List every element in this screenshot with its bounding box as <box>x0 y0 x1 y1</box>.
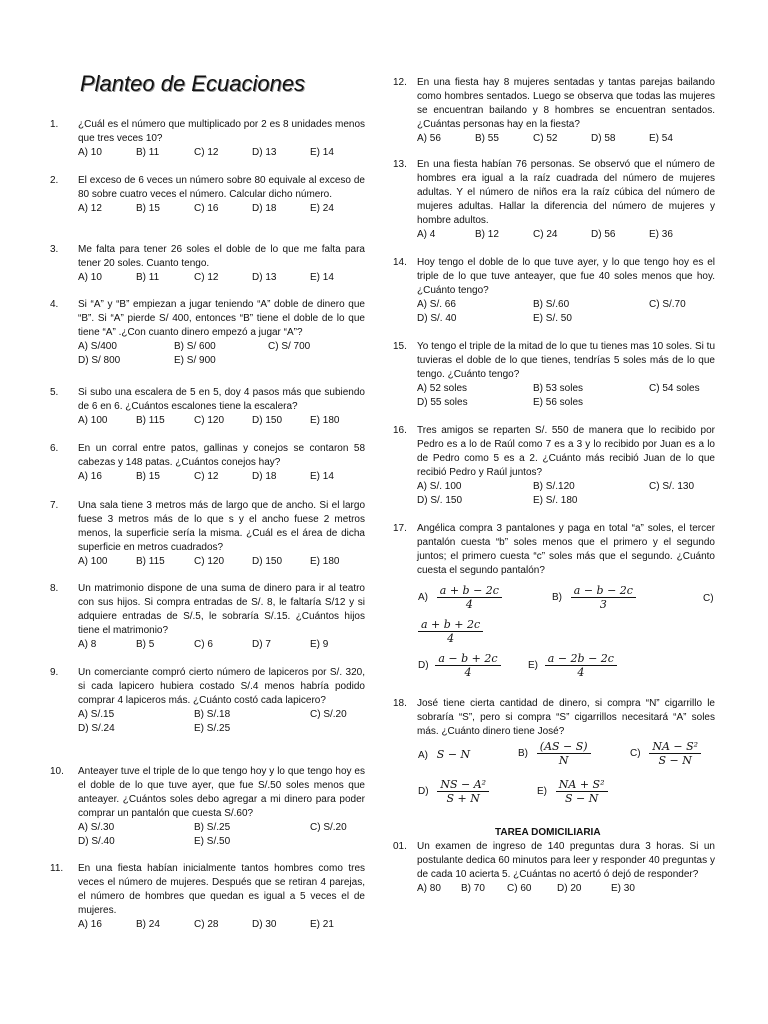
numerator: a + b + 2c <box>418 618 483 632</box>
option-label: B) <box>518 748 528 760</box>
option-c: C) 28 <box>194 919 219 930</box>
denominator: 4 <box>465 598 473 611</box>
option-a: A) S/. 100 <box>417 481 462 492</box>
q18-option-e <box>537 778 608 805</box>
fraction <box>545 652 617 679</box>
q17-option-e <box>528 652 617 679</box>
option-a: A) 12 <box>78 203 102 214</box>
option-a: A) S/. 66 <box>417 299 456 310</box>
option-d: D) 150 <box>252 556 283 567</box>
question-2 <box>50 174 365 216</box>
option-a: A) 56 <box>417 133 441 144</box>
option-a: A) 16 <box>78 919 102 930</box>
question-number: 12. <box>393 77 407 88</box>
option-e: E) 14 <box>310 272 334 283</box>
option-a: A) S/400 <box>78 341 117 352</box>
question-number: 15. <box>393 341 407 352</box>
q17-option-c-label: C) <box>703 593 714 604</box>
denominator: 3 <box>599 598 607 611</box>
question-number: 16. <box>393 425 407 436</box>
denominator: 4 <box>577 666 585 679</box>
q18-option-a <box>418 748 470 763</box>
question-text: Si subo una escalera de 5 en 5, doy 4 pasos más que subiendo de 6 en 6. ¿Cuántos escalones tiene la escalera? <box>78 387 365 412</box>
option-a: A) 100 <box>78 556 108 567</box>
option-d: D) S/.40 <box>78 836 115 847</box>
question-5 <box>50 386 365 428</box>
option-c: C) 24 <box>533 229 558 240</box>
option-e: E) 9 <box>310 639 329 650</box>
fraction <box>649 740 701 767</box>
question-11 <box>50 862 365 932</box>
option-b: B) S/.60 <box>533 299 570 310</box>
question-9 <box>50 666 365 736</box>
question-number: 01. <box>393 841 407 852</box>
question-13 <box>393 158 715 242</box>
option-d: D) 13 <box>252 272 277 283</box>
option-b: B) 70 <box>461 883 485 894</box>
option-d: D) 150 <box>252 415 283 426</box>
option-c: C) 12 <box>194 147 219 158</box>
question-text: En una fiesta habían 76 personas. Se observó que el número de hombres era igual a la raíz cuadrada del número de mujeres adultas. Y el número de niños era la raíz cúbica del número de mujeres adultas. Hallar la diferencia del número de mujeres y hombre adultos. <box>417 159 715 226</box>
option-label: A) <box>418 592 428 604</box>
question-15 <box>393 340 715 410</box>
option-b: B) S/.25 <box>194 822 231 833</box>
q17-option-c <box>418 618 483 645</box>
option-d: D) S/. 150 <box>417 495 463 506</box>
option-d: D) 58 <box>591 133 616 144</box>
question-text: Tres amigos se reparten S/. 550 de manera que lo recibido por Pedro es a lo de Raúl como 7 es a 3 y lo recibido por Juan es a lo de Pedro como 5 es a 2. ¿Cuánto más recibió Juan de lo que recibió Pedro y Raúl juntos? <box>417 425 715 478</box>
option-e: E) 14 <box>310 147 334 158</box>
numerator: NS − A² <box>437 778 489 792</box>
option-d: D) 18 <box>252 471 277 482</box>
option-b: B) 115 <box>136 415 165 426</box>
fraction <box>418 618 483 645</box>
option-d: D) 56 <box>591 229 616 240</box>
denominator: S − N <box>658 754 692 767</box>
question-3 <box>50 243 365 285</box>
option-b: B) 11 <box>136 272 160 283</box>
question-text: Una sala tiene 3 metros más de largo que de ancho. Si el largo fuese 3 metros más de lo que s y el ancho fuese 2 metros menos, la superficie sería la misma. ¿Cuál es el área de dicha superficie en metros cuadrados? <box>78 500 365 553</box>
option-a: A) 10 <box>78 272 102 283</box>
question-6 <box>50 442 365 484</box>
q18-option-c <box>630 740 701 767</box>
option-label: E) <box>528 660 538 672</box>
question-text: ¿Cuál es el número que multiplicado por 2 es 8 unidades menos que tres veces 10? <box>78 119 365 144</box>
option-b: B) 15 <box>136 471 160 482</box>
option-d: D) S/.24 <box>78 723 115 734</box>
q18-option-b <box>518 740 591 767</box>
option-b: B) S/.120 <box>533 481 575 492</box>
question-text: En una fiesta hay 8 mujeres sentadas y tantas parejas bailando como hombres sentados. Luego se observa que todas las mujeres se encuentran bailando y 8 hombres se encuentran sentados. ¿Cuántas personas hay en la fiesta? <box>417 77 715 130</box>
option-a: A) 8 <box>78 639 97 650</box>
option-c: C) S/.20 <box>310 709 347 720</box>
q18-option-d <box>418 778 489 805</box>
option-c: C) S/.70 <box>649 299 686 310</box>
question-text: Angélica compra 3 pantalones y paga en total “a” soles, el tercer pantalón cuesta “b” soles menos que el primero y el segundo juntos; el primero cuesta “c” soles más que el segundo. ¿Cuánto cuesta el segundo pantalón? <box>417 523 715 576</box>
question-text: Anteayer tuve el triple de lo que tengo hoy y lo que tengo hoy es el doble de lo que tuve ayer, que fue S/.50 soles menos que anteayer. ¿Cuántos soles debo agregar a mi dinero para poder comprar un pantalón que cuesta S/.60? <box>78 766 365 819</box>
denominator: S + N <box>446 792 480 805</box>
option-e: E) 14 <box>310 471 334 482</box>
fraction <box>571 584 636 611</box>
question-text: En un corral entre patos, gallinas y conejos se contaron 58 cabezas y 148 patas. ¿Cuántos conejos hay? <box>78 443 365 468</box>
option-c: C) 54 soles <box>649 383 700 394</box>
option-d: D) 7 <box>252 639 271 650</box>
option-b: B) 55 <box>475 133 499 144</box>
option-a: A) 16 <box>78 471 102 482</box>
option-d: D) 20 <box>557 883 582 894</box>
question-10 <box>50 765 365 849</box>
question-number: 17. <box>393 523 407 534</box>
question-text: El exceso de 6 veces un número sobre 80 equivale al exceso de 80 sobre cuatro veces el número. Calcular dicho número. <box>78 175 365 200</box>
option-c: C) S/. 130 <box>649 481 695 492</box>
option-e: E) 30 <box>611 883 635 894</box>
option-label: A) <box>418 750 428 761</box>
question-number: 7. <box>50 500 59 511</box>
option-b: B) 12 <box>475 229 499 240</box>
option-c: C) 120 <box>194 556 225 567</box>
question-12 <box>393 76 715 146</box>
question-16 <box>393 424 715 508</box>
question-number: 5. <box>50 387 59 398</box>
denominator: S − N <box>564 792 599 805</box>
option-e: E) 21 <box>310 919 334 930</box>
question-number: 1. <box>50 119 59 130</box>
option-c: C) 12 <box>194 471 219 482</box>
option-c: C) 12 <box>194 272 219 283</box>
option-b: B) 115 <box>136 556 165 567</box>
option-label: C) <box>630 748 641 760</box>
option-b: B) S/.18 <box>194 709 231 720</box>
option-b: B) 24 <box>136 919 160 930</box>
option-b: B) 53 soles <box>533 383 584 394</box>
option-d: D) 18 <box>252 203 277 214</box>
question-18 <box>393 697 715 739</box>
question-text: Un examen de ingreso de 140 preguntas dura 3 horas. Si un postulante dedica 60 minutos para leer y responder 40 preguntas y de cada 10 acierta 5. ¿Cuántas no acertó ó dejó de responder? <box>417 841 715 880</box>
option-e: E) 24 <box>310 203 334 214</box>
option-label: D) <box>418 660 429 672</box>
option-a: A) 4 <box>417 229 436 240</box>
question-number: 4. <box>50 299 59 310</box>
question-number: 8. <box>50 583 59 594</box>
q17-option-a <box>418 584 502 611</box>
homework-question-1 <box>393 840 715 896</box>
denominator: N <box>558 754 569 767</box>
option-e: E) S/.50 <box>194 836 231 847</box>
question-number: 9. <box>50 667 59 678</box>
question-text: Si “A” y “B” empiezan a jugar teniendo “A” doble de dinero que “B”. Si “A” pierde S/ 400, entonces “B” tiene el doble de lo que tiene “A” .¿Con cuanto dinero empezó a jugar “A”? <box>78 299 365 338</box>
homework-title: TAREA DOMICILIARIA <box>495 827 601 838</box>
option-label: E) <box>537 786 547 798</box>
option-e: E) S/. 50 <box>533 313 572 324</box>
option-d: D) 13 <box>252 147 277 158</box>
option-b: B) 11 <box>136 147 160 158</box>
question-number: 11. <box>50 863 64 874</box>
expression: S − N <box>436 748 471 761</box>
option-c: C) 60 <box>507 883 532 894</box>
option-e: E) 36 <box>649 229 673 240</box>
q17-option-b <box>552 584 636 611</box>
option-d: D) S/ 800 <box>78 355 121 366</box>
fraction <box>437 584 502 611</box>
fraction <box>537 740 591 767</box>
question-17 <box>393 522 715 578</box>
fraction <box>437 778 489 805</box>
option-a: A) S/.30 <box>78 822 115 833</box>
numerator: a + b − 2c <box>437 584 502 598</box>
option-e: E) S/.25 <box>194 723 231 734</box>
denominator: 4 <box>447 632 455 645</box>
question-number: 2. <box>50 175 59 186</box>
question-14 <box>393 256 715 326</box>
option-a: A) 52 soles <box>417 383 468 394</box>
option-d: D) 30 <box>252 919 277 930</box>
question-number: 6. <box>50 443 59 454</box>
question-4 <box>50 298 365 368</box>
question-text: En una fiesta habían inicialmente tantos hombres como tres veces el número de mujeres. Después que se retiran 4 parejas, el número de hombres que quedan es igual a 5 veces el de mujeres. <box>78 863 365 916</box>
fraction <box>556 778 608 805</box>
option-c: C) S/ 700 <box>268 341 311 352</box>
option-d: D) S/. 40 <box>417 313 457 324</box>
numerator: NA + S² <box>556 778 608 792</box>
option-e: E) 180 <box>310 415 340 426</box>
question-number: 13. <box>393 159 407 170</box>
option-b: B) 5 <box>136 639 155 650</box>
numerator: a − 2b − 2c <box>545 652 617 666</box>
option-a: A) S/.15 <box>78 709 115 720</box>
numerator: (AS − S) <box>537 740 591 754</box>
option-c: C) S/.20 <box>310 822 347 833</box>
option-c: C) 120 <box>194 415 225 426</box>
question-number: 10. <box>50 766 64 777</box>
question-number: 18. <box>393 698 407 709</box>
option-e: E) 180 <box>310 556 340 567</box>
option-d: D) 55 soles <box>417 397 468 408</box>
numerator: NA − S² <box>649 740 701 754</box>
q17-option-d <box>418 652 501 679</box>
option-a: A) 10 <box>78 147 102 158</box>
question-text: Me falta para tener 26 soles el doble de lo que me falta para tener 20 soles. Cuanto tengo. <box>78 244 365 269</box>
option-c: C) 6 <box>194 639 213 650</box>
question-8 <box>50 582 365 652</box>
option-a: A) 80 <box>417 883 441 894</box>
question-text: José tiene cierta cantidad de dinero, si compra “N” cigarrillo le sobraría “S”, pero si compra “S” cigarrillos necesitará “A” soles más. ¿Cuánto dinero tiene José? <box>417 698 715 737</box>
question-text: Yo tengo el triple de la mitad de lo que tu tienes mas 10 soles. Si tu tuvieras el doble de lo que tienes, tendrías 5 soles más de lo que tengo. ¿Cuánto tengo? <box>417 341 715 380</box>
option-b: B) 15 <box>136 203 160 214</box>
question-number: 14. <box>393 257 407 268</box>
option-b: B) S/ 600 <box>174 341 216 352</box>
fraction <box>435 652 500 679</box>
question-7 <box>50 499 365 569</box>
option-e: E) S/. 180 <box>533 495 578 506</box>
option-label: D) <box>418 786 429 798</box>
option-c: C) 52 <box>533 133 558 144</box>
question-number: 3. <box>50 244 59 255</box>
question-text: Un comerciante compró cierto número de lapiceros por S/. 320, si cada lapicero hubiera costado S/.4 menos habría podido comprar 4 lapiceros más. ¿Cuánto costó cada lapicero? <box>78 667 365 706</box>
option-c: C) 16 <box>194 203 219 214</box>
option-e: E) S/ 900 <box>174 355 216 366</box>
question-text: Un matrimonio dispone de una suma de dinero para ir al teatro con sus hijos. Si compra entradas de S/. 8, le faltaría S/12 y si adquiere entradas de S/.5, le sobraría S/.15. ¿Cuántos hijos tiene el matrimonio? <box>78 583 365 636</box>
page-title: Planteo de Ecuaciones <box>80 71 306 96</box>
numerator: a − b − 2c <box>571 584 636 598</box>
question-1 <box>50 118 365 160</box>
option-label: B) <box>552 592 562 604</box>
denominator: 4 <box>464 666 472 679</box>
option-a: A) 100 <box>78 415 108 426</box>
numerator: a − b + 2c <box>435 652 500 666</box>
question-text: Hoy tengo el doble de lo que tuve ayer, y lo que tengo hoy es el triple de lo que tuve anteayer, que fue 40 soles menos que hoy. ¿Cuánto tengo? <box>417 257 715 296</box>
option-e: E) 54 <box>649 133 673 144</box>
option-e: E) 56 soles <box>533 397 584 408</box>
